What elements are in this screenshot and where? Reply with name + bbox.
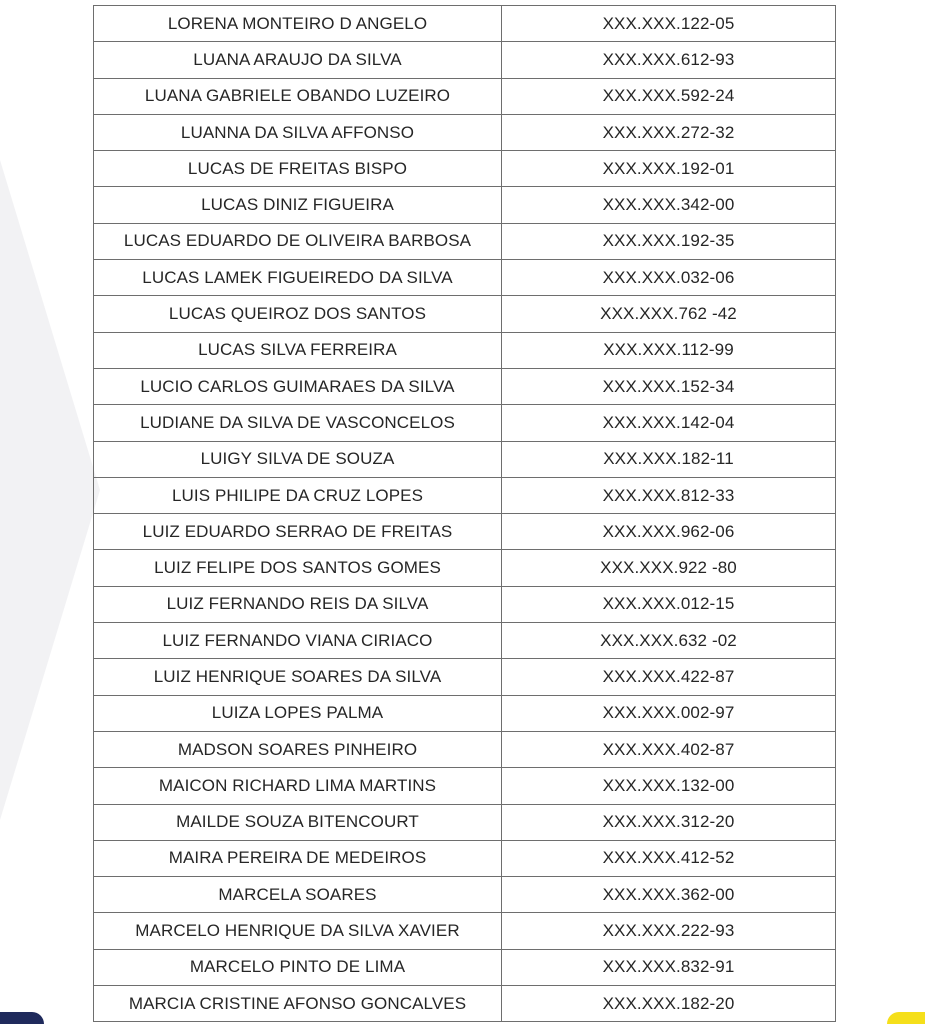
- person-name-cell: MAILDE SOUZA BITENCOURT: [94, 804, 502, 840]
- table-row: [94, 768, 836, 804]
- table-row: [94, 332, 836, 368]
- table-row: [94, 42, 836, 78]
- table-row: [94, 223, 836, 259]
- table-row: [94, 550, 836, 586]
- table-row: [94, 659, 836, 695]
- person-name-cell: MARCIA CRISTINE AFONSO GONCALVES: [94, 986, 502, 1022]
- person-name-cell: LUANA ARAUJO DA SILVA: [94, 42, 502, 78]
- table-row: [94, 187, 836, 223]
- document-number-cell: XXX.XXX.832-91: [502, 949, 836, 985]
- person-name-cell: LUIZ EDUARDO SERRAO DE FREITAS: [94, 514, 502, 550]
- document-number-cell: XXX.XXX.422-87: [502, 659, 836, 695]
- document-number-cell: XXX.XXX.922 -80: [502, 550, 836, 586]
- document-number-cell: XXX.XXX.962-06: [502, 514, 836, 550]
- person-name-cell: LUCAS EDUARDO DE OLIVEIRA BARBOSA: [94, 223, 502, 259]
- table-row: [94, 913, 836, 949]
- table-row: [94, 260, 836, 296]
- person-name-cell: MARCELO HENRIQUE DA SILVA XAVIER: [94, 913, 502, 949]
- document-number-cell: XXX.XXX.362-00: [502, 877, 836, 913]
- navy-corner-accent: [0, 1012, 44, 1024]
- table-row: [94, 78, 836, 114]
- document-number-cell: XXX.XXX.812-33: [502, 477, 836, 513]
- person-name-cell: LUCAS SILVA FERREIRA: [94, 332, 502, 368]
- table-row: [94, 477, 836, 513]
- table-row: [94, 695, 836, 731]
- table-row: [94, 986, 836, 1022]
- document-number-cell: XXX.XXX.132-00: [502, 768, 836, 804]
- person-name-cell: LUCIO CARLOS GUIMARAES DA SILVA: [94, 368, 502, 404]
- table-row: [94, 586, 836, 622]
- table-row: [94, 623, 836, 659]
- person-name-cell: MAIRA PEREIRA DE MEDEIROS: [94, 840, 502, 876]
- document-number-cell: XXX.XXX.032-06: [502, 260, 836, 296]
- person-name-cell: LUCAS LAMEK FIGUEIREDO DA SILVA: [94, 260, 502, 296]
- person-name-cell: LUCAS QUEIROZ DOS SANTOS: [94, 296, 502, 332]
- document-number-cell: XXX.XXX.612-93: [502, 42, 836, 78]
- table-row: [94, 368, 836, 404]
- person-name-cell: LUIS PHILIPE DA CRUZ LOPES: [94, 477, 502, 513]
- document-number-cell: XXX.XXX.312-20: [502, 804, 836, 840]
- person-name-cell: LUIZA LOPES PALMA: [94, 695, 502, 731]
- table-row: [94, 840, 836, 876]
- document-number-cell: XXX.XXX.592-24: [502, 78, 836, 114]
- table-body: [94, 6, 836, 1022]
- document-number-cell: XXX.XXX.112-99: [502, 332, 836, 368]
- document-number-cell: XXX.XXX.342-00: [502, 187, 836, 223]
- document-number-cell: XXX.XXX.122-05: [502, 6, 836, 42]
- person-name-cell: LUIZ FERNANDO REIS DA SILVA: [94, 586, 502, 622]
- table-row: [94, 441, 836, 477]
- document-number-cell: XXX.XXX.192-35: [502, 223, 836, 259]
- person-name-cell: LUIZ FELIPE DOS SANTOS GOMES: [94, 550, 502, 586]
- document-number-cell: XXX.XXX.402-87: [502, 731, 836, 767]
- table-row: [94, 804, 836, 840]
- person-name-cell: MARCELA SOARES: [94, 877, 502, 913]
- yellow-corner-accent: [887, 1012, 925, 1024]
- table-row: [94, 151, 836, 187]
- person-name-cell: LUDIANE DA SILVA DE VASCONCELOS: [94, 405, 502, 441]
- document-number-cell: XXX.XXX.272-32: [502, 114, 836, 150]
- candidate-table: [93, 5, 836, 1022]
- document-number-cell: XXX.XXX.142-04: [502, 405, 836, 441]
- person-name-cell: MADSON SOARES PINHEIRO: [94, 731, 502, 767]
- person-name-cell: MAICON RICHARD LIMA MARTINS: [94, 768, 502, 804]
- table-row: [94, 114, 836, 150]
- table-row: [94, 877, 836, 913]
- document-number-cell: XXX.XXX.762 -42: [502, 296, 836, 332]
- background-chevron-shape: [0, 160, 100, 820]
- person-name-cell: LUANA GABRIELE OBANDO LUZEIRO: [94, 78, 502, 114]
- person-name-cell: LUIZ HENRIQUE SOARES DA SILVA: [94, 659, 502, 695]
- document-number-cell: XXX.XXX.182-20: [502, 986, 836, 1022]
- table-row: [94, 731, 836, 767]
- table-row: [94, 514, 836, 550]
- person-name-cell: LUANNA DA SILVA AFFONSO: [94, 114, 502, 150]
- table-row: [94, 6, 836, 42]
- document-number-cell: XXX.XXX.182-11: [502, 441, 836, 477]
- person-name-cell: LORENA MONTEIRO D ANGELO: [94, 6, 502, 42]
- document-number-cell: XXX.XXX.632 -02: [502, 623, 836, 659]
- table-row: [94, 405, 836, 441]
- document-number-cell: XXX.XXX.412-52: [502, 840, 836, 876]
- person-name-cell: LUCAS DINIZ FIGUEIRA: [94, 187, 502, 223]
- document-number-cell: XXX.XXX.012-15: [502, 586, 836, 622]
- document-number-cell: XXX.XXX.222-93: [502, 913, 836, 949]
- document-number-cell: XXX.XXX.002-97: [502, 695, 836, 731]
- table-row: [94, 949, 836, 985]
- person-name-cell: LUCAS DE FREITAS BISPO: [94, 151, 502, 187]
- document-number-cell: XXX.XXX.152-34: [502, 368, 836, 404]
- person-name-cell: MARCELO PINTO DE LIMA: [94, 949, 502, 985]
- table-row: [94, 296, 836, 332]
- document-number-cell: XXX.XXX.192-01: [502, 151, 836, 187]
- person-name-cell: LUIGY SILVA DE SOUZA: [94, 441, 502, 477]
- person-name-cell: LUIZ FERNANDO VIANA CIRIACO: [94, 623, 502, 659]
